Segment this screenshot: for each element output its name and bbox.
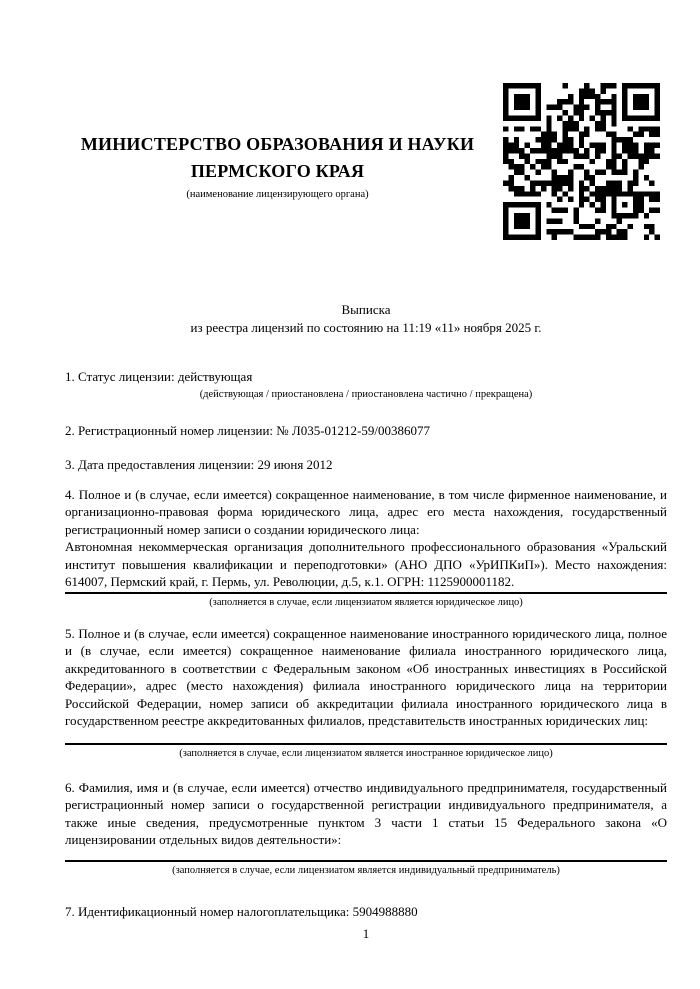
item-license-status-caption: (действующая / приостановлена / приостановлена частично / прекращена) [199,388,533,400]
item-legal-entity [65,486,667,609]
licensing-authority-header [65,131,490,201]
item-taxpayer-number-text: 7. Идентификационный номер налогоплательщика: 5904988880 [65,903,418,919]
item-legal-entity-text: 4. Полное и (в случае, если имеется) сокращенное наименование, в том числе фирменное наименование, и организационно-правовая форма юридического лица, адрес его места нахождения, государственный регистрационный номер записи о создании юридического лица: [65,486,667,537]
item-registration-number [65,422,667,440]
fill-line-individual-entrepreneur [65,860,667,862]
document-title-line2: из реестра лицензий по состоянию на 11:19 «11» ноября 2025 г. [190,319,542,335]
ministry-name-line2: ПЕРМСКОГО КРАЯ [190,161,365,181]
ministry-name [65,131,490,185]
item-registration-number-text: 2. Регистрационный номер лицензии: № Л035-01212-59/00386077 [65,422,431,438]
document-body [65,363,667,920]
item-license-status-text: 1. Статус лицензии: действующая [65,369,253,384]
ministry-name-line1: МИНИСТЕРСТВО ОБРАЗОВАНИЯ И НАУКИ [80,134,475,154]
item-foreign-entity-caption: (заполняется в случае, если лицензиатом является иностранное юридическое лицо) [179,747,553,759]
qr-code-icon [503,83,660,240]
item-legal-entity-caption: (заполняется в случае, если лицензиатом является юридическое лицо) [209,596,523,608]
item-foreign-entity-text: 5. Полное и (в случае, если имеется) сокращенное наименование иностранного юридического лица, полное и (в случае, если имеется) сокращенное наименование филиала иностранного юридического лица, аккредитованного в соответствии с Федеральным законом «Об иностранных инвестициях в Российской Федерации», адрес (место нахождения) филиала иностранного юридического лица на территории Российской Федерации, номер записи об аккредитации филиала иностранного юридического лица в государственном реестре аккредитованных филиалов, представительств иностранных юридических лиц: [65,625,667,728]
item-grant-date-text: 3. Дата предоставления лицензии: 29 июня 2012 [65,457,333,472]
fill-line-foreign-entity [65,743,667,745]
item-individual-entrepreneur-text: 6. Фамилия, имя и (в случае, если имеется) отчество индивидуального предпринимателя, государственный регистрационный номер записи о государственной регистрации индивидуального предпринимателя, а также иные сведения, предусмотренные пунктом 3 части 1 статьи 15 Федерального закона «О лицензировании отдельных видов деятельности»: [65,779,667,847]
document-title [65,301,667,336]
item-individual-entrepreneur-caption: (заполняется в случае, если лицензиатом является индивидуальный предприниматель) [172,864,560,876]
item-grant-date [65,456,667,474]
item-taxpayer-number [65,903,667,921]
ministry-name-caption: (наименование лицензирующего органа) [186,189,369,200]
fill-line-legal-entity [65,592,667,594]
item-individual-entrepreneur [65,779,667,877]
document-title-line1: Выписка [341,302,391,317]
item-license-status [65,368,667,401]
item-foreign-entity [65,625,667,760]
page-number: 1 [362,926,370,941]
item-legal-entity-value: Автономная некоммерческая организация дополнительного профессионального образования «Уральский институт повышения квалификации и переподготовки» (АНО ДПО «УрИПКиП»). Место нахождения: 614007, Пермский край, г. Пермь, ул. Революции, д.5, к.1. ОГРН: 1125900001182. [65,539,667,589]
